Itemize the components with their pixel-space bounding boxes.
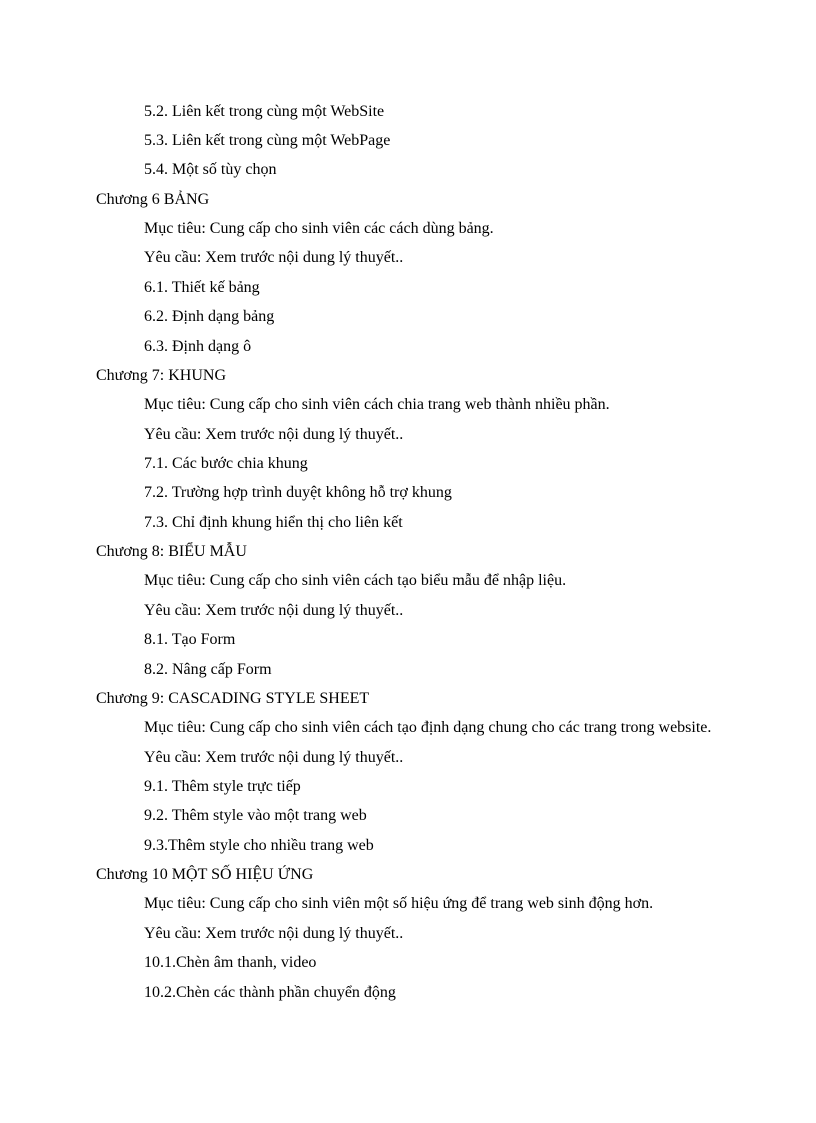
section-item: 10.2.Chèn các thành phần chuyển động — [144, 984, 396, 1001]
section-item: 9.3.Thêm style cho nhiều trang web — [144, 837, 374, 854]
requirement-line: Yêu cầu: Xem trước nội dung lý thuyết.. — [144, 426, 404, 443]
requirement-line: Yêu cầu: Xem trước nội dung lý thuyết.. — [144, 749, 404, 766]
section-item: 7.3. Chỉ định khung hiển thị cho liên kết — [144, 514, 403, 531]
section-item: 9.2. Thêm style vào một trang web — [144, 807, 367, 824]
chapter-heading: Chương 7: KHUNG — [96, 367, 227, 384]
objective-line: Mục tiêu: Cung cấp cho sinh viên một số hiệu ứng để trang web sinh động hơn. — [144, 895, 654, 912]
section-item: 6.2. Định dạng bảng — [144, 308, 275, 325]
requirement-line: Yêu cầu: Xem trước nội dung lý thuyết.. — [144, 602, 404, 619]
objective-line: Mục tiêu: Cung cấp cho sinh viên cách chia trang web thành nhiều phần. — [144, 396, 610, 413]
chapter-heading: Chương 9: CASCADING STYLE SHEET — [96, 690, 370, 707]
requirement-line: Yêu cầu: Xem trước nội dung lý thuyết.. — [144, 249, 404, 266]
section-item: 5.2. Liên kết trong cùng một WebSite — [144, 103, 385, 120]
chapter-heading: Chương 6 BẢNG — [96, 191, 210, 208]
objective-line: Mục tiêu: Cung cấp cho sinh viên cách tạo định dạng chung cho các trang trong website. — [144, 719, 712, 736]
section-item: 8.1. Tạo Form — [144, 631, 236, 648]
section-item: 6.1. Thiết kế bảng — [144, 279, 260, 296]
section-item: 5.3. Liên kết trong cùng một WebPage — [144, 132, 391, 149]
section-item: 10.1.Chèn âm thanh, video — [144, 954, 317, 971]
chapter-heading: Chương 8: BIỂU MẪU — [96, 543, 247, 560]
section-item: 7.1. Các bước chia khung — [144, 455, 308, 472]
section-item: 5.4. Một số tùy chọn — [144, 161, 277, 178]
section-item: 9.1. Thêm style trực tiếp — [144, 778, 301, 795]
section-item: 8.2. Nâng cấp Form — [144, 661, 272, 678]
objective-line: Mục tiêu: Cung cấp cho sinh viên cách tạo biểu mẫu để nhập liệu. — [144, 572, 567, 589]
chapter-heading: Chương 10 MỘT SỐ HIỆU ỨNG — [96, 866, 314, 883]
objective-line: Mục tiêu: Cung cấp cho sinh viên các cách dùng bảng. — [144, 220, 494, 237]
section-item: 6.3. Định dạng ô — [144, 338, 252, 355]
requirement-line: Yêu cầu: Xem trước nội dung lý thuyết.. — [144, 925, 404, 942]
section-item: 7.2. Trường hợp trình duyệt không hỗ trợ khung — [144, 484, 452, 501]
